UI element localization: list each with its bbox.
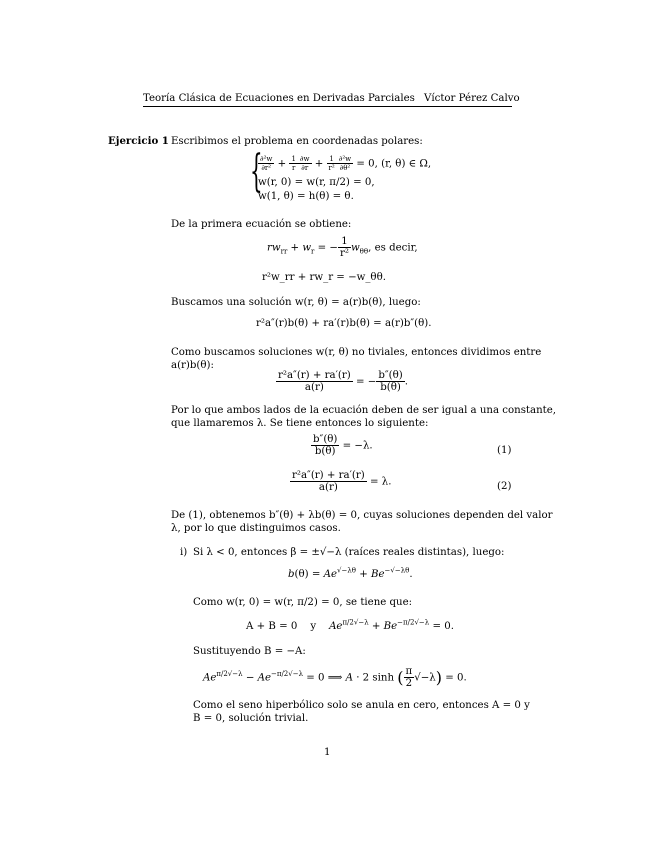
case-i-text: Si λ < 0, entonces β = ±√−λ (raíces reales distintas), luego: <box>193 547 505 558</box>
system-line-1: $\frac{\text{∂²w}}{\text{∂r²}}$ + $\frac{1}{r}$ $\frac{\partial w}{\partial r}$ + $\frac{1}{\text{r²}}$ $\frac{\text{∂²w}}{\text{∂θ²}}$ = 0, (r, θ) ∈ Ω, <box>260 155 432 172</box>
equation-ab-system: A + B = 0 y $Ae^{\pi/2√-\lambda} + Be^{-\pi/2√-\lambda} = 0$. <box>246 618 454 632</box>
page-number: 1 <box>324 747 331 758</box>
system-brace: { <box>250 146 263 197</box>
exercise-label: Ejercicio 1 <box>108 135 169 147</box>
equation-number-1: (1) <box>497 445 512 456</box>
system-line-2: w(r, 0) = w(r, π/2) = 0, <box>258 177 375 188</box>
equation-number-2: (2) <box>497 481 512 492</box>
header-rule <box>143 106 512 107</box>
case-i-text-4-line-2: B = 0, solución trivial. <box>193 713 309 724</box>
paragraph-3-line-2: a(r)b(θ): <box>171 360 214 371</box>
equation-ratio: $\frac{\text{r²a″(r) + ra′(r)}}{a(r)}$ = − $\frac{b''(\theta)}{b(\theta)}$ . <box>278 370 408 393</box>
exercise-intro: Escribimos el problema en coordenadas polares: <box>171 136 423 147</box>
equation-ab-left: A + B = 0 <box>246 621 298 632</box>
paragraph-5-line-1: De (1), obtenemos b″(θ) + λb(θ) = 0, cuyas soluciones dependen del valor <box>171 510 553 521</box>
exercise-heading <box>108 135 169 148</box>
case-i-label: i) <box>180 547 188 558</box>
paragraph-2: Buscamos una solución w(r, θ) = a(r)b(θ), luego: <box>171 297 421 308</box>
case-i-text-3: Sustituyendo B = −A: <box>193 646 306 657</box>
equation-3: r²a″(r)b(θ) + ra′(r)b(θ) = a(r)b″(θ). <box>256 318 432 329</box>
equation-sinh: $Ae^{\pi/2√-\lambda} - Ae^{-\pi/2√-\lambda} = 0$ ⟹ A · 2 sinh ( $\frac{\pi}{2}$ √−λ) = 0. <box>203 666 467 689</box>
equation-ab-y: y <box>310 621 317 632</box>
paragraph-3-line-1: Como buscamos soluciones w(r, θ) no tiviales, entonces dividimos entre <box>171 347 542 358</box>
case-i-text-4-line-1: Como el seno hiperbólico solo se anula en cero, entonces A = 0 y <box>193 700 530 711</box>
equation-1-tail: , es decir, <box>368 242 418 254</box>
equation-b-theta: $b(\theta) = Ae^{√-\lambda\theta} + Be^{-√-\lambda\theta}$. <box>288 566 413 580</box>
equation-2: r²w_rr + rw_r = −w_θθ. <box>262 272 386 283</box>
equation-1: $rw_{rr} + w_r$ = − $\frac{1}{\text{r²}}$ $w_{\theta\theta}$, es decir, <box>267 236 418 259</box>
equation-labeled-2: $\frac{\text{r²a″(r) + ra′(r)}}{a(r)}$ = λ. <box>292 470 392 493</box>
running-header-title: Teoría Clásica de Ecuaciones en Derivadas Parciales <box>143 93 415 104</box>
running-header-author: Víctor Pérez Calvo <box>424 93 520 104</box>
case-i-text-2: Como w(r, 0) = w(r, π/2) = 0, se tiene que: <box>193 597 413 608</box>
paragraph-4-line-1: Por lo que ambos lados de la ecuación deben de ser igual a una constante, <box>171 405 557 416</box>
system-line-1-tail: = 0, (r, θ) ∈ Ω, <box>356 158 432 170</box>
equation-labeled-1: $\frac{b''(\theta)}{b(\theta)}$ = −λ. <box>313 434 373 457</box>
paragraph-1: De la primera ecuación se obtiene: <box>171 219 352 230</box>
paragraph-5-line-2: λ, por lo que distinguimos casos. <box>171 523 341 534</box>
paragraph-4-line-2: que llamaremos λ. Se tiene entonces lo siguiente: <box>171 418 429 429</box>
system-line-3: w(1, θ) = h(θ) = θ. <box>258 191 354 202</box>
